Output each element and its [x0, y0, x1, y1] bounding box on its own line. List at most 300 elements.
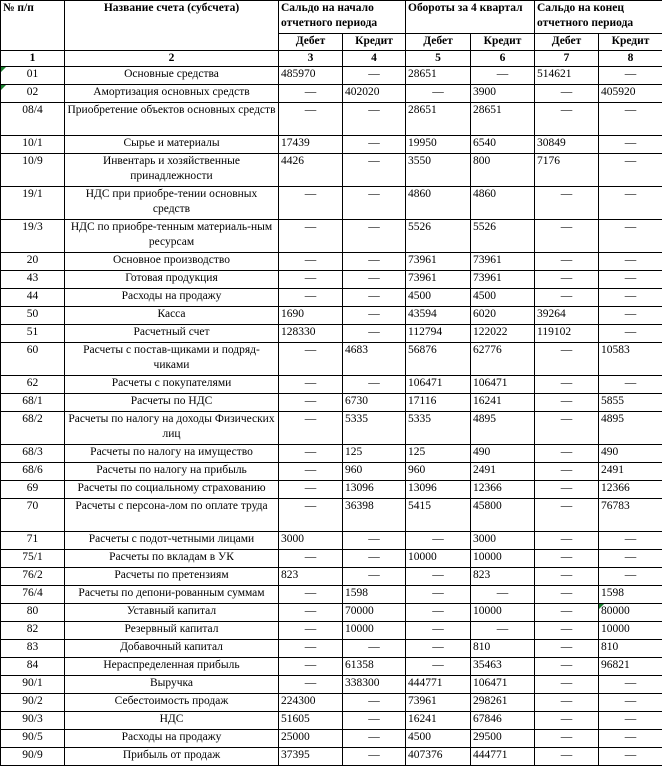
opening-debit-cell: 3000	[279, 532, 343, 550]
opening-debit-cell: 17439	[279, 136, 343, 154]
closing-debit-cell: —	[535, 499, 599, 532]
table-row	[1, 253, 662, 271]
turnover-credit-cell: 444771	[471, 748, 535, 766]
closing-credit-cell: 405920	[599, 85, 662, 103]
closing-debit-cell: —	[535, 85, 599, 103]
closing-credit-cell: —	[599, 532, 662, 550]
opening-debit-cell: —	[279, 658, 343, 676]
opening-credit-cell: —	[343, 325, 406, 343]
account-code: 82	[1, 622, 65, 640]
account-code: 80	[1, 604, 65, 622]
closing-credit-cell: —	[599, 325, 662, 343]
closing-credit-cell: 80000	[599, 604, 662, 622]
turnover-credit-cell: 6540	[471, 136, 535, 154]
closing-debit-cell: 7176	[535, 154, 599, 187]
opening-debit-cell: 485970	[279, 67, 343, 85]
closing-debit-cell: —	[535, 376, 599, 394]
opening-credit-cell: —	[343, 103, 406, 136]
table-row	[1, 694, 662, 712]
account-code: 90/9	[1, 748, 65, 766]
opening-debit-cell: —	[279, 103, 343, 136]
table-row	[1, 499, 662, 532]
opening-debit-cell: —	[279, 499, 343, 532]
account-name: Расчеты по НДС	[65, 394, 279, 412]
closing-debit-cell: —	[535, 532, 599, 550]
turnover-debit-cell: 125	[406, 445, 471, 463]
table-row	[1, 481, 662, 499]
opening-credit-cell: 13096	[343, 481, 406, 499]
closing-debit-cell: 119102	[535, 325, 599, 343]
turnover-credit-cell: —	[471, 586, 535, 604]
turnover-debit-cell: 4500	[406, 730, 471, 748]
table-row	[1, 586, 662, 604]
opening-credit-cell: —	[343, 154, 406, 187]
opening-credit-cell: 402020	[343, 85, 406, 103]
account-name: Расчеты с персона-лом по оплате труда	[65, 499, 279, 532]
table-row	[1, 604, 662, 622]
table-row	[1, 568, 662, 586]
account-name: Расходы на продажу	[65, 289, 279, 307]
closing-debit-cell: —	[535, 187, 599, 220]
closing-credit-cell: —	[599, 67, 662, 85]
opening-credit-cell: —	[343, 550, 406, 568]
opening-debit-cell: 37395	[279, 748, 343, 766]
turnover-debit-cell: 28651	[406, 103, 471, 136]
opening-credit-cell: —	[343, 712, 406, 730]
account-code: 83	[1, 640, 65, 658]
turnover-debit-cell: 3550	[406, 154, 471, 187]
account-name: Себестоимость продаж	[65, 694, 279, 712]
col-header-number: № п/п	[1, 1, 65, 51]
account-name: Касса	[65, 307, 279, 325]
opening-debit-cell: —	[279, 85, 343, 103]
table-row	[1, 154, 662, 187]
table-row	[1, 394, 662, 412]
closing-credit-cell: —	[599, 187, 662, 220]
closing-debit-cell: —	[535, 568, 599, 586]
opening-credit-cell: —	[343, 136, 406, 154]
closing-debit-cell: —	[535, 343, 599, 376]
table-row	[1, 730, 662, 748]
closing-debit-cell: —	[535, 253, 599, 271]
turnover-credit-cell: 490	[471, 445, 535, 463]
closing-debit-cell: 514621	[535, 67, 599, 85]
closing-credit-cell: 1598	[599, 586, 662, 604]
opening-credit-cell: —	[343, 253, 406, 271]
closing-debit-cell: —	[535, 394, 599, 412]
table-row	[1, 103, 662, 136]
closing-credit-cell: —	[599, 748, 662, 766]
account-name: Расчеты по налогу на доходы Физических лиц	[65, 412, 279, 445]
closing-credit-cell: 810	[599, 640, 662, 658]
turnover-debit-cell: 28651	[406, 67, 471, 85]
account-code: 01	[1, 67, 65, 85]
closing-debit-cell: —	[535, 622, 599, 640]
table-row	[1, 136, 662, 154]
opening-credit-cell: 1598	[343, 586, 406, 604]
account-code: 20	[1, 253, 65, 271]
opening-credit-cell: 6730	[343, 394, 406, 412]
table-row	[1, 463, 662, 481]
closing-debit-cell: —	[535, 640, 599, 658]
turnover-debit-cell: —	[406, 658, 471, 676]
opening-debit-cell: 1690	[279, 307, 343, 325]
closing-debit-cell: —	[535, 712, 599, 730]
turnover-credit-cell: 10000	[471, 550, 535, 568]
account-name: НДС по приобре-тенным материаль-ным ресурсам	[65, 220, 279, 253]
turnover-credit-cell: 4895	[471, 412, 535, 445]
table-row	[1, 640, 662, 658]
col-header-debit: Дебет	[279, 34, 343, 51]
closing-credit-cell: 5855	[599, 394, 662, 412]
turnover-credit-cell: —	[471, 67, 535, 85]
turnover-debit-cell: 4500	[406, 289, 471, 307]
account-name: Прибыль от продаж	[65, 748, 279, 766]
table-row	[1, 658, 662, 676]
account-name: НДС	[65, 712, 279, 730]
account-code: 69	[1, 481, 65, 499]
account-code: 19/1	[1, 187, 65, 220]
opening-debit-cell: —	[279, 343, 343, 376]
turnover-debit-cell: 407376	[406, 748, 471, 766]
account-code: 43	[1, 271, 65, 289]
account-name: Резервный капитал	[65, 622, 279, 640]
account-name: Инвентарь и хозяйственные принадлежности	[65, 154, 279, 187]
turnover-debit-cell: 444771	[406, 676, 471, 694]
closing-debit-cell: —	[535, 586, 599, 604]
opening-debit-cell: —	[279, 271, 343, 289]
closing-debit-cell: 30849	[535, 136, 599, 154]
account-code: 90/2	[1, 694, 65, 712]
table-row	[1, 85, 662, 103]
account-name: Уставный капитал	[65, 604, 279, 622]
account-name: Расчеты по претензиям	[65, 568, 279, 586]
turnover-credit-cell: 6020	[471, 307, 535, 325]
account-name: Расчеты по налогу на имущество	[65, 445, 279, 463]
opening-debit-cell: —	[279, 676, 343, 694]
col-header-credit: Кредит	[471, 34, 535, 51]
turnover-debit-cell: 106471	[406, 376, 471, 394]
opening-credit-cell: 61358	[343, 658, 406, 676]
col-header-credit: Кредит	[599, 34, 662, 51]
opening-credit-cell: —	[343, 640, 406, 658]
closing-credit-cell: —	[599, 271, 662, 289]
col-header-closing-balance: Сальдо на конец отчетного периода	[535, 1, 662, 34]
opening-debit-cell: —	[279, 394, 343, 412]
opening-credit-cell: 5335	[343, 412, 406, 445]
opening-credit-cell: 70000	[343, 604, 406, 622]
opening-credit-cell: —	[343, 289, 406, 307]
account-name: НДС при приобре-тении основных средств	[65, 187, 279, 220]
column-number: 7	[535, 51, 599, 67]
turnover-credit-cell: 29500	[471, 730, 535, 748]
closing-credit-cell: 10000	[599, 622, 662, 640]
turnover-credit-cell: 28651	[471, 103, 535, 136]
account-code: 60	[1, 343, 65, 376]
closing-credit-cell: 490	[599, 445, 662, 463]
account-code: 10/9	[1, 154, 65, 187]
closing-debit-cell: —	[535, 271, 599, 289]
turnover-credit-cell: 10000	[471, 604, 535, 622]
account-code: 75/1	[1, 550, 65, 568]
opening-credit-cell: 960	[343, 463, 406, 481]
closing-debit-cell: —	[535, 289, 599, 307]
turnover-debit-cell: 73961	[406, 253, 471, 271]
opening-credit-cell: —	[343, 748, 406, 766]
turnover-debit-cell: 19950	[406, 136, 471, 154]
account-code: 71	[1, 532, 65, 550]
account-code: 90/1	[1, 676, 65, 694]
table-row	[1, 445, 662, 463]
account-code: 19/3	[1, 220, 65, 253]
opening-credit-cell: 4683	[343, 343, 406, 376]
opening-debit-cell: —	[279, 220, 343, 253]
closing-debit-cell: —	[535, 481, 599, 499]
opening-debit-cell: 25000	[279, 730, 343, 748]
account-name: Расходы на продажу	[65, 730, 279, 748]
opening-debit-cell: 224300	[279, 694, 343, 712]
account-name: Сырье и материалы	[65, 136, 279, 154]
closing-credit-cell: 2491	[599, 463, 662, 481]
closing-credit-cell: —	[599, 289, 662, 307]
opening-debit-cell: 4426	[279, 154, 343, 187]
turnover-debit-cell: 10000	[406, 550, 471, 568]
turnover-debit-cell: —	[406, 586, 471, 604]
account-name: Добавочный капитал	[65, 640, 279, 658]
opening-credit-cell: 125	[343, 445, 406, 463]
turnover-credit-cell: 12366	[471, 481, 535, 499]
turnover-credit-cell: 3000	[471, 532, 535, 550]
closing-credit-cell: —	[599, 154, 662, 187]
turnover-debit-cell: 43594	[406, 307, 471, 325]
account-name: Основные средства	[65, 67, 279, 85]
table-row	[1, 307, 662, 325]
closing-credit-cell: —	[599, 220, 662, 253]
table-row	[1, 376, 662, 394]
turnover-credit-cell: 122022	[471, 325, 535, 343]
closing-credit-cell: 76783	[599, 499, 662, 532]
closing-credit-cell: —	[599, 730, 662, 748]
column-number: 5	[406, 51, 471, 67]
opening-debit-cell: —	[279, 463, 343, 481]
opening-credit-cell: —	[343, 532, 406, 550]
closing-credit-cell: —	[599, 676, 662, 694]
turnover-debit-cell: 5335	[406, 412, 471, 445]
opening-debit-cell: —	[279, 622, 343, 640]
table-row	[1, 748, 662, 766]
account-name: Расчеты по налогу на прибыль	[65, 463, 279, 481]
table-row	[1, 325, 662, 343]
account-name: Приобретение объектов основных средств	[65, 103, 279, 136]
table-row	[1, 289, 662, 307]
turnover-debit-cell: 5415	[406, 499, 471, 532]
table-row	[1, 220, 662, 253]
turnover-debit-cell: 73961	[406, 694, 471, 712]
closing-credit-cell: —	[599, 568, 662, 586]
turnover-debit-cell: —	[406, 604, 471, 622]
opening-credit-cell: —	[343, 694, 406, 712]
table-row	[1, 676, 662, 694]
closing-debit-cell: —	[535, 694, 599, 712]
col-header-credit: Кредит	[343, 34, 406, 51]
account-code: 90/5	[1, 730, 65, 748]
opening-debit-cell: —	[279, 604, 343, 622]
turnover-debit-cell: 56876	[406, 343, 471, 376]
opening-debit-cell: —	[279, 586, 343, 604]
turnover-debit-cell: 960	[406, 463, 471, 481]
account-name: Выручка	[65, 676, 279, 694]
opening-debit-cell: 128330	[279, 325, 343, 343]
closing-credit-cell: —	[599, 694, 662, 712]
closing-credit-cell: 96821	[599, 658, 662, 676]
closing-debit-cell: —	[535, 676, 599, 694]
closing-credit-cell: —	[599, 103, 662, 136]
turnover-debit-cell: —	[406, 532, 471, 550]
turnover-credit-cell: 810	[471, 640, 535, 658]
opening-debit-cell: —	[279, 550, 343, 568]
account-code: 68/6	[1, 463, 65, 481]
account-code: 44	[1, 289, 65, 307]
account-code: 68/1	[1, 394, 65, 412]
column-number: 6	[471, 51, 535, 67]
account-name: Амортизация основных средств	[65, 85, 279, 103]
opening-debit-cell: —	[279, 376, 343, 394]
turnover-credit-cell: 16241	[471, 394, 535, 412]
closing-credit-cell: —	[599, 136, 662, 154]
turnover-debit-cell: 5526	[406, 220, 471, 253]
turnover-debit-cell: 16241	[406, 712, 471, 730]
closing-debit-cell: 39264	[535, 307, 599, 325]
opening-debit-cell: —	[279, 187, 343, 220]
closing-credit-cell: 4895	[599, 412, 662, 445]
opening-credit-cell: 338300	[343, 676, 406, 694]
col-header-debit: Дебет	[535, 34, 599, 51]
account-code: 76/2	[1, 568, 65, 586]
account-name: Готовая продукция	[65, 271, 279, 289]
turnover-credit-cell: 3900	[471, 85, 535, 103]
opening-credit-cell: —	[343, 271, 406, 289]
account-code: 68/3	[1, 445, 65, 463]
turnover-credit-cell: 5526	[471, 220, 535, 253]
account-code: 84	[1, 658, 65, 676]
turnover-credit-cell: 106471	[471, 376, 535, 394]
turnover-credit-cell: 4860	[471, 187, 535, 220]
opening-debit-cell: 51605	[279, 712, 343, 730]
table-row	[1, 550, 662, 568]
table-row	[1, 532, 662, 550]
closing-debit-cell: —	[535, 220, 599, 253]
closing-debit-cell: —	[535, 748, 599, 766]
opening-credit-cell: —	[343, 187, 406, 220]
closing-debit-cell: —	[535, 412, 599, 445]
closing-credit-cell: —	[599, 307, 662, 325]
col-header-account-name: Название счета (субсчета)	[65, 1, 279, 51]
column-number: 2	[65, 51, 279, 67]
turnover-credit-cell: 73961	[471, 271, 535, 289]
opening-debit-cell: —	[279, 640, 343, 658]
account-code: 02	[1, 85, 65, 103]
closing-debit-cell: —	[535, 730, 599, 748]
col-header-debit: Дебет	[406, 34, 471, 51]
closing-debit-cell: —	[535, 604, 599, 622]
turnover-debit-cell: 17116	[406, 394, 471, 412]
turnover-credit-cell: 35463	[471, 658, 535, 676]
account-code: 10/1	[1, 136, 65, 154]
account-code: 90/3	[1, 712, 65, 730]
opening-credit-cell: —	[343, 730, 406, 748]
closing-credit-cell: 12366	[599, 481, 662, 499]
account-code: 68/2	[1, 412, 65, 445]
column-number: 1	[1, 51, 65, 67]
table-row	[1, 712, 662, 730]
closing-debit-cell: —	[535, 463, 599, 481]
closing-credit-cell: —	[599, 253, 662, 271]
closing-debit-cell: —	[535, 658, 599, 676]
table-row	[1, 412, 662, 445]
opening-debit-cell: —	[279, 445, 343, 463]
closing-credit-cell: —	[599, 376, 662, 394]
opening-debit-cell: —	[279, 289, 343, 307]
col-header-turnover: Обороты за 4 квартал	[406, 1, 535, 34]
account-name: Расчеты с подот-четными лицами	[65, 532, 279, 550]
column-number: 4	[343, 51, 406, 67]
closing-credit-cell: —	[599, 550, 662, 568]
turnover-credit-cell: 4500	[471, 289, 535, 307]
table-row	[1, 67, 662, 85]
turnover-credit-cell: 45800	[471, 499, 535, 532]
table-row	[1, 622, 662, 640]
turnover-credit-cell: 800	[471, 154, 535, 187]
account-code: 70	[1, 499, 65, 532]
account-name: Расчеты с постав-щиками и подряд-чиками	[65, 343, 279, 376]
turnover-debit-cell: —	[406, 622, 471, 640]
closing-credit-cell: 10583	[599, 343, 662, 376]
table-row	[1, 187, 662, 220]
turnover-debit-cell: 112794	[406, 325, 471, 343]
account-code: 62	[1, 376, 65, 394]
turnover-credit-cell: 106471	[471, 676, 535, 694]
turnover-credit-cell: 823	[471, 568, 535, 586]
turnover-debit-cell: 13096	[406, 481, 471, 499]
opening-credit-cell: 36398	[343, 499, 406, 532]
account-code: 76/4	[1, 586, 65, 604]
opening-credit-cell: —	[343, 307, 406, 325]
opening-credit-cell: 10000	[343, 622, 406, 640]
opening-credit-cell: —	[343, 67, 406, 85]
closing-debit-cell: —	[535, 103, 599, 136]
turnover-debit-cell: —	[406, 85, 471, 103]
closing-credit-cell: —	[599, 712, 662, 730]
opening-debit-cell: —	[279, 412, 343, 445]
opening-credit-cell: —	[343, 220, 406, 253]
opening-credit-cell: —	[343, 376, 406, 394]
account-name: Расчеты по вкладам в УК	[65, 550, 279, 568]
col-header-opening-balance: Сальдо на начало отчетного периода	[279, 1, 406, 34]
turnover-credit-cell: 298261	[471, 694, 535, 712]
turnover-debit-cell: 73961	[406, 271, 471, 289]
column-number: 8	[599, 51, 662, 67]
opening-debit-cell: —	[279, 481, 343, 499]
account-name: Нераспределенная прибыль	[65, 658, 279, 676]
column-number: 3	[279, 51, 343, 67]
turnover-credit-cell: 73961	[471, 253, 535, 271]
turnover-credit-cell: 67846	[471, 712, 535, 730]
turnover-debit-cell: —	[406, 640, 471, 658]
closing-debit-cell: —	[535, 445, 599, 463]
table-row	[1, 343, 662, 376]
account-code: 50	[1, 307, 65, 325]
account-code: 08/4	[1, 103, 65, 136]
